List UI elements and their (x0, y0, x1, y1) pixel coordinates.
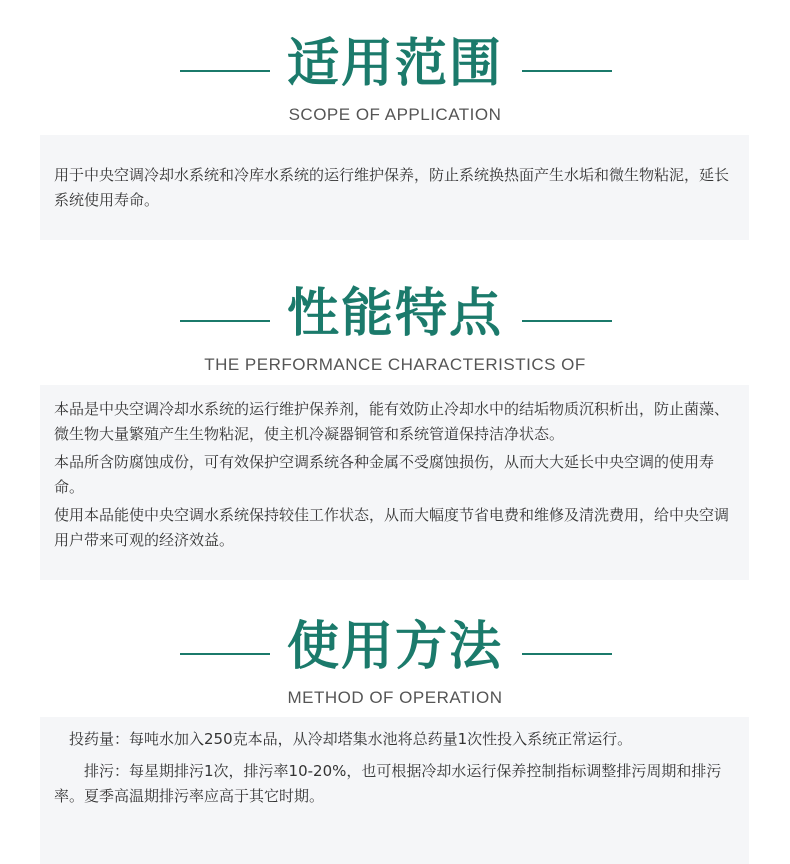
method-dosage-paragraph: 投药量：每吨水加入250克本品，从冷却塔集水池将总药量1次性投入系统正常运行。 (69, 730, 633, 748)
performance-paragraph-2: 本品所含防腐蚀成份，可有效保护空调系统各种金属不受腐蚀损伤，从而大大延长中央空调的使用寿命。 (54, 453, 715, 496)
section-title-cn: 使用方法 (286, 617, 503, 677)
scope-paragraph: 用于中央空调冷却水系统和冷库水系统的运行维护保养，防止系统换热面产生水垢和微生物粘泥，延长系统使用寿命。 (54, 166, 730, 209)
performance-paragraph-3: 使用本品能使中央空调水系统保持较佳工作状态，从而大幅度节省电费和维修及清洗费用，给中央空调用户带来可观的经济效益。 (54, 506, 730, 549)
section-title-cn: 适用范围 (286, 34, 503, 94)
section-title-en: SCOPE OF APPLICATION (288, 105, 502, 124)
header-divider-right (522, 70, 612, 72)
section-header-scope (0, 22, 790, 124)
section-header-performance (0, 272, 790, 374)
header-divider-right (522, 653, 612, 655)
section-title-cn: 性能特点 (286, 284, 503, 344)
section-header-method (0, 605, 790, 707)
scope-content-box (40, 135, 749, 240)
performance-content-box (40, 385, 749, 580)
section-title-en: METHOD OF OPERATION (287, 688, 503, 707)
method-content-box (40, 717, 749, 864)
method-discharge-paragraph: 排污：每星期排污1次，排污率10-20%，也可根据冷却水运行保养控制指标调整排污周期和排污率。夏季高温期排污率应高于其它时期。 (54, 762, 722, 805)
section-title-en: THE PERFORMANCE CHARACTERISTICS OF (204, 355, 586, 374)
header-divider-right (522, 320, 612, 322)
performance-paragraph-1: 本品是中央空调冷却水系统的运行维护保养剂，能有效防止冷却水中的结垢物质沉积析出，防止菌藻、微生物大量繁殖产生生物粘泥，使主机冷凝器铜管和系统管道保持洁净状态。 (54, 400, 730, 443)
